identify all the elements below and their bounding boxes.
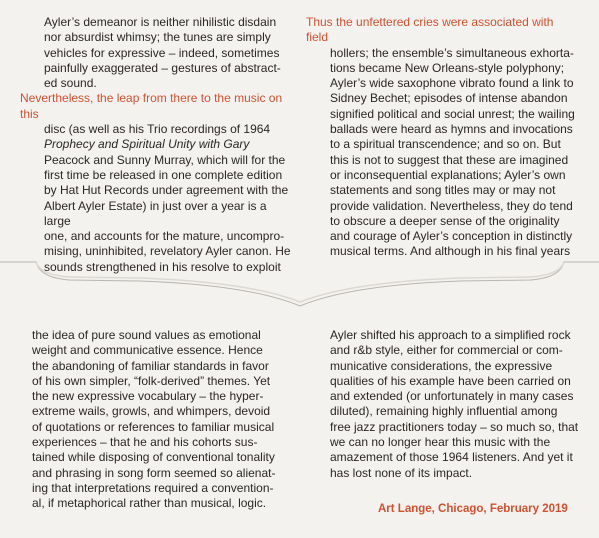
- text-line: Prophecy and Spiritual Unity with Gary: [44, 137, 250, 152]
- text-line: has lost none of its impact.: [330, 465, 473, 480]
- text-line: mising, uninhibited, revelatory Ayler canon. He: [44, 244, 291, 259]
- text-column-top-right: [306, 15, 578, 260]
- text-line: weight and communicative essence. Hence: [32, 343, 263, 358]
- text-line: to a spiritual transcendence; and so on. But: [330, 137, 561, 152]
- red-lead-line: Thus the unfettered cries were associated with field: [306, 15, 554, 45]
- text-line: statements and song titles may or may not: [330, 183, 556, 198]
- text-line: Ayler’s wide saxophone vibrato found a link to: [330, 76, 574, 91]
- text-line: Ayler’s demeanor is neither nihilistic disdain: [44, 15, 277, 29]
- text-line: signified political and social unrest; the wailing: [330, 106, 575, 121]
- text-line: to obscure a deeper sense of the originality: [330, 213, 560, 228]
- text-line: by Hat Hut Records under agreement with the: [44, 183, 289, 198]
- text-line: disc (as well as his Trio recordings of 1964: [44, 122, 271, 137]
- text-line: the new expressive vocabulary – the hyper-: [32, 389, 264, 404]
- text-line: the abandoning of familiar standards in favor: [32, 358, 269, 373]
- red-lead-line: Nevertheless, the leap from there to the music on this: [20, 91, 283, 121]
- text-line: extreme wails, growls, and whimpers, devoid: [32, 404, 271, 419]
- text-line: amazement of those 1964 listeners. And yet it: [330, 450, 573, 465]
- text-column-bottom-left: [32, 328, 294, 512]
- text-line: al, if metaphorical rather than musical, logic.: [32, 496, 267, 511]
- text-line: this is not to suggest that these are imagined: [330, 152, 569, 167]
- text-line: or inconsequential explanations; Ayler’s own: [330, 167, 566, 182]
- text-line: sounds strengthened in his resolve to exploit: [44, 259, 281, 274]
- text-line: nor absurdist whimsy; the tunes are simply: [44, 30, 271, 45]
- text-line: painfully exaggerated – gestures of abstract-: [44, 60, 281, 75]
- text-line: qualities of his example have been carried on: [330, 373, 571, 388]
- text-line: and courage of Ayler’s conception in distinctly: [330, 229, 573, 244]
- text-line: ing that interpretations required a convention-: [32, 480, 274, 495]
- text-line: Albert Ayler Estate) in just over a year is a large: [44, 198, 267, 228]
- text-line: tions became New Orleans-style polyphony;: [330, 60, 565, 75]
- text-line: ed sound.: [44, 76, 97, 91]
- text-line: musical terms. And although in his final years: [330, 244, 571, 259]
- author-credit: Art Lange, Chicago, February 2019: [378, 502, 568, 515]
- text-line: tained while disposing of conventional tonality: [32, 450, 275, 465]
- text-line: we can no longer hear this music with the: [330, 435, 551, 450]
- text-line: Ayler shifted his approach to a simplified rock: [330, 328, 571, 342]
- text-line: the idea of pure sound values as emotional: [32, 328, 261, 342]
- text-line: of his own simpler, “folk-derived” themes. Yet: [32, 373, 271, 388]
- text-line: first time be released in one complete edition: [44, 167, 283, 182]
- text-line: of quotations or references to familiar musical: [32, 419, 275, 434]
- text-line: and extended (or unfortunately in many cases: [330, 389, 574, 404]
- text-line: Peacock and Sunny Murray, which will for the: [44, 152, 286, 167]
- text-line: ballads were heard as hymns and invocations: [330, 122, 573, 137]
- text-line: free jazz practitioners today – so much so, that: [330, 419, 579, 434]
- text-line: Sidney Bechet; episodes of intense abandon: [330, 91, 568, 106]
- text-line: experiences – that he and his cohorts sus-: [32, 435, 258, 450]
- text-line: provide validation. Nevertheless, they do tend: [330, 198, 573, 213]
- text-line: hollers; the ensemble’s simultaneous exhorta-: [330, 45, 574, 60]
- text-column-bottom-right: [330, 328, 592, 517]
- text-line: and phrasing in song form seemed so alienat-: [32, 465, 276, 480]
- text-line: vehicles for expressive – indeed, sometimes: [44, 45, 280, 60]
- text-line: one, and accounts for the mature, uncompro-: [44, 229, 285, 244]
- text-column-top-left: [20, 15, 294, 275]
- text-line: diluted), remaining highly influential among: [330, 404, 558, 419]
- text-line: and r&b style, either for commercial or com-: [330, 343, 563, 358]
- text-line: municative considerations, the expressive: [330, 358, 553, 373]
